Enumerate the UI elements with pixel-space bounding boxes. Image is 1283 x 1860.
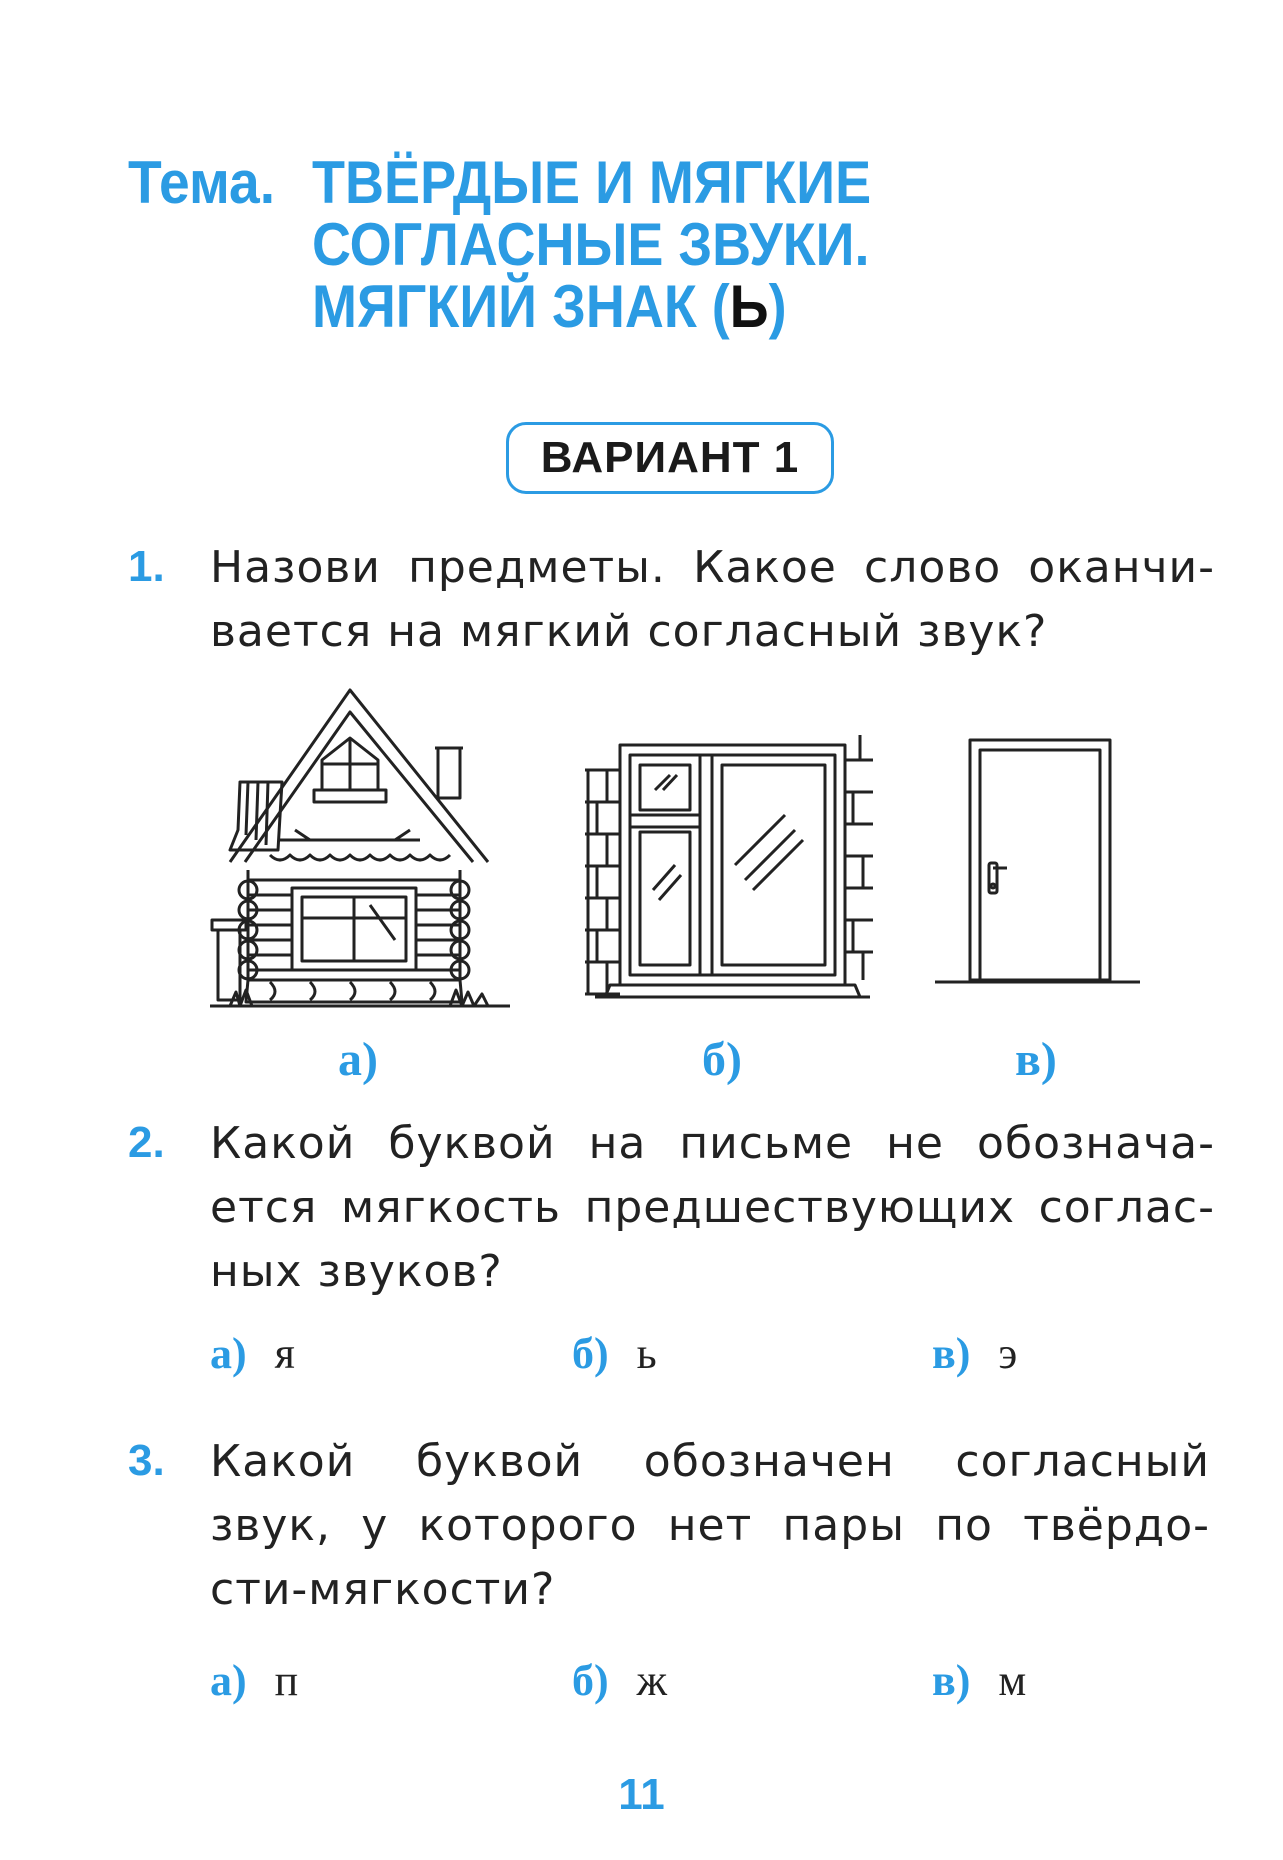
variant-badge: ВАРИАНТ 1	[506, 422, 834, 494]
question-1-line-2: вается на мягкий согласный звук?	[210, 606, 1048, 657]
question-2-option-b: б) ь	[572, 1329, 657, 1378]
question-1-text	[210, 536, 1215, 664]
house-icon	[210, 690, 520, 1010]
question-2-text	[210, 1112, 1215, 1304]
topic-title-line-1: ТВЁРДЫЕ И МЯГКИЕ	[312, 149, 872, 216]
question-3-option-a: а) п	[210, 1656, 299, 1705]
picture-label-c: в)	[1015, 1033, 1057, 1086]
topic-title-line-3	[312, 273, 871, 340]
question-1-line-1: Назови предметы. Какое слово оканчи-	[210, 542, 1215, 593]
question-3-line-1: Какой буквой обозначен согласный	[210, 1436, 1210, 1487]
question-3-number: 3.	[128, 1436, 165, 1485]
picture-label-a: а)	[338, 1033, 378, 1086]
question-3-text	[210, 1430, 1210, 1622]
question-2-line-1: Какой буквой на письме не обознача-	[210, 1118, 1215, 1169]
question-2-line-3: ных звуков?	[210, 1246, 503, 1297]
page-number: 11	[618, 1770, 665, 1819]
question-3-option-c: в) м	[932, 1656, 1027, 1705]
question-2-number: 2.	[128, 1118, 165, 1167]
window-icon	[585, 730, 875, 1005]
question-3-option-b: б) ж	[572, 1656, 668, 1705]
question-2-option-c: в) э	[932, 1329, 1018, 1378]
question-3-line-2: звук, у которого нет пары по твёрдо-	[210, 1500, 1210, 1551]
question-1-number: 1.	[128, 542, 165, 591]
question-2-line-2: ется мягкость предшествующих соглас-	[210, 1182, 1215, 1233]
topic-title-line-3-text: МЯГКИЙ ЗНАК (	[312, 273, 730, 340]
closing-paren: )	[768, 273, 787, 340]
question-2-option-a: а) я	[210, 1329, 295, 1378]
topic-label: Тема.	[128, 149, 276, 216]
topic-title	[312, 149, 872, 340]
question-3-line-3: сти-мягкости?	[210, 1564, 556, 1615]
topic-title-line-2: СОГЛАСНЫЕ ЗВУКИ.	[312, 211, 870, 278]
picture-label-b: б)	[702, 1033, 742, 1086]
door-icon	[935, 740, 1140, 990]
soft-sign-letter: Ь	[729, 273, 769, 340]
